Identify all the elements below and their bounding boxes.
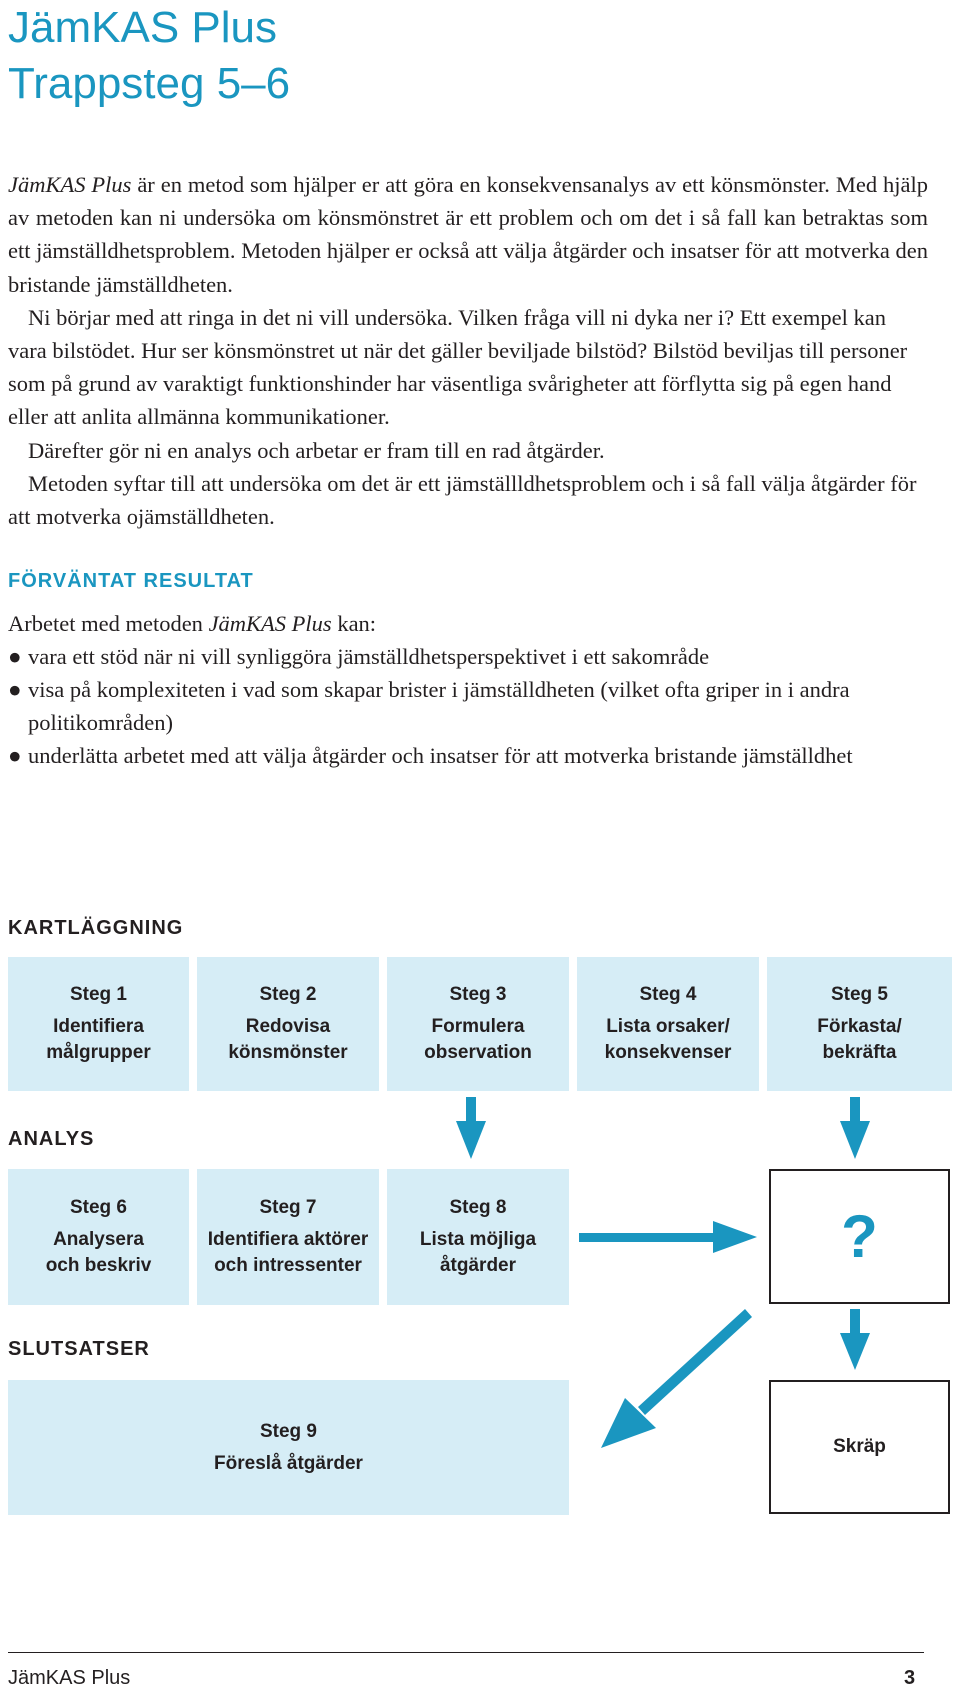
step-description: Redovisa könsmönster [228,1016,348,1063]
step-number: Steg 2 [259,984,317,1005]
arrow-down-icon [456,1097,486,1159]
step-description: Formulera observation [424,1016,532,1063]
step-number: Steg 4 [639,984,697,1005]
intro-paragraph-2: Ni börjar med att ringa in det ni vill undersöka. Vilken fråga vill ni dyka ner i? Ett exempel kan vara bilstödet. Hur ser könsmönstret ut när det gäller beviljade bilstöd? Bilstöd beviljas till personer som på grund av varaktigt funktionshinder har väsentliga svårigheter att förflytta sig på egen hand eller att anlita allmänna kommunikationer. [8,304,908,430]
page-title-line1: JämKAS Plus [8,3,277,52]
list-item-text: vara ett stöd när ni vill synliggöra jämställdhetsperspektivet i ett sakområde [28,644,710,669]
step-description: Lista orsaker/ konsekvenser [604,1016,732,1063]
step-number: Steg 8 [449,1197,507,1218]
step-number: Steg 5 [830,984,889,1005]
footer-title: JämKAS Plus [8,1667,131,1689]
intro-paragraph-1-text: är en metod som hjälper er att göra en konsekvensanalys av ett könsmönster. Med hjälp av metoden kan ni undersöka om könsmönstret är ett problem och om det i så fall kan betraktas som ett jämställdhetsproblem. Metoden hjälper er också att välja åtgärder och insatser för att motverka den bristande jämställdheten. [8,172,928,297]
step-number: Steg 3 [449,984,507,1005]
lead-method-name: JämKAS Plus [208,611,332,636]
page-title-line2: Trappsteg 5–6 [8,59,291,108]
step-description: Förkasta/ bekräfta [817,1016,902,1063]
scrap-label: Skräp [833,1436,886,1457]
bullet-icon: ● [8,644,22,669]
stage-label-analysis: ANALYS [8,1128,95,1150]
lead-after: kan: [331,611,377,636]
step-number: Steg 1 [69,984,128,1005]
step-description: Identifiera målgrupper [46,1016,151,1063]
step-description: Identifiera aktörer och intressenter [207,1229,369,1276]
list-item-text: visa på komplexiteten i vad som skapar brister i jämställdheten (vilket ofta griper in i andra politikområden) [28,677,850,735]
step-number: Steg 9 [259,1420,318,1442]
intro-paragraph-3: Därefter gör ni en analys och arbetar er fram till en rad åtgärder. [28,437,605,463]
arrow-down-icon [840,1097,870,1159]
stage-label-conclusions: SLUTSATSER [8,1338,150,1360]
method-name: JämKAS Plus [8,172,132,197]
step-number: Steg 6 [69,1197,128,1218]
footer-divider [8,1652,924,1653]
bullet-icon: ● [8,677,22,702]
step-description: Lista möjliga åtgärder [419,1229,537,1276]
arrow-right-icon [579,1221,757,1253]
stage-label-mapping: KARTLÄGGNING [8,917,184,939]
step-description: Analysera och beskriv [45,1229,152,1276]
list-item-text: underlätta arbetet med att välja åtgärder och insatser för att motverka bristande jämställdhet [28,743,853,768]
intro-paragraph-4: Metoden syftar till att undersöka om det är ett jämställldhetsproblem och i så fall välja åtgärder för att motverka ojämställdheten. [8,470,917,530]
question-mark-icon: ? [841,1202,878,1270]
bullet-icon: ● [8,743,22,768]
step-description: Föreslå åtgärder [214,1452,363,1474]
step-number: Steg 7 [259,1197,317,1218]
lead-before: Arbetet med metoden [8,611,209,636]
arrow-down-icon [840,1309,870,1370]
expected-result-heading: FÖRVÄNTAT RESULTAT [8,570,254,592]
page-number: 3 [904,1667,916,1689]
arrow-diagonal-icon [601,1309,752,1448]
